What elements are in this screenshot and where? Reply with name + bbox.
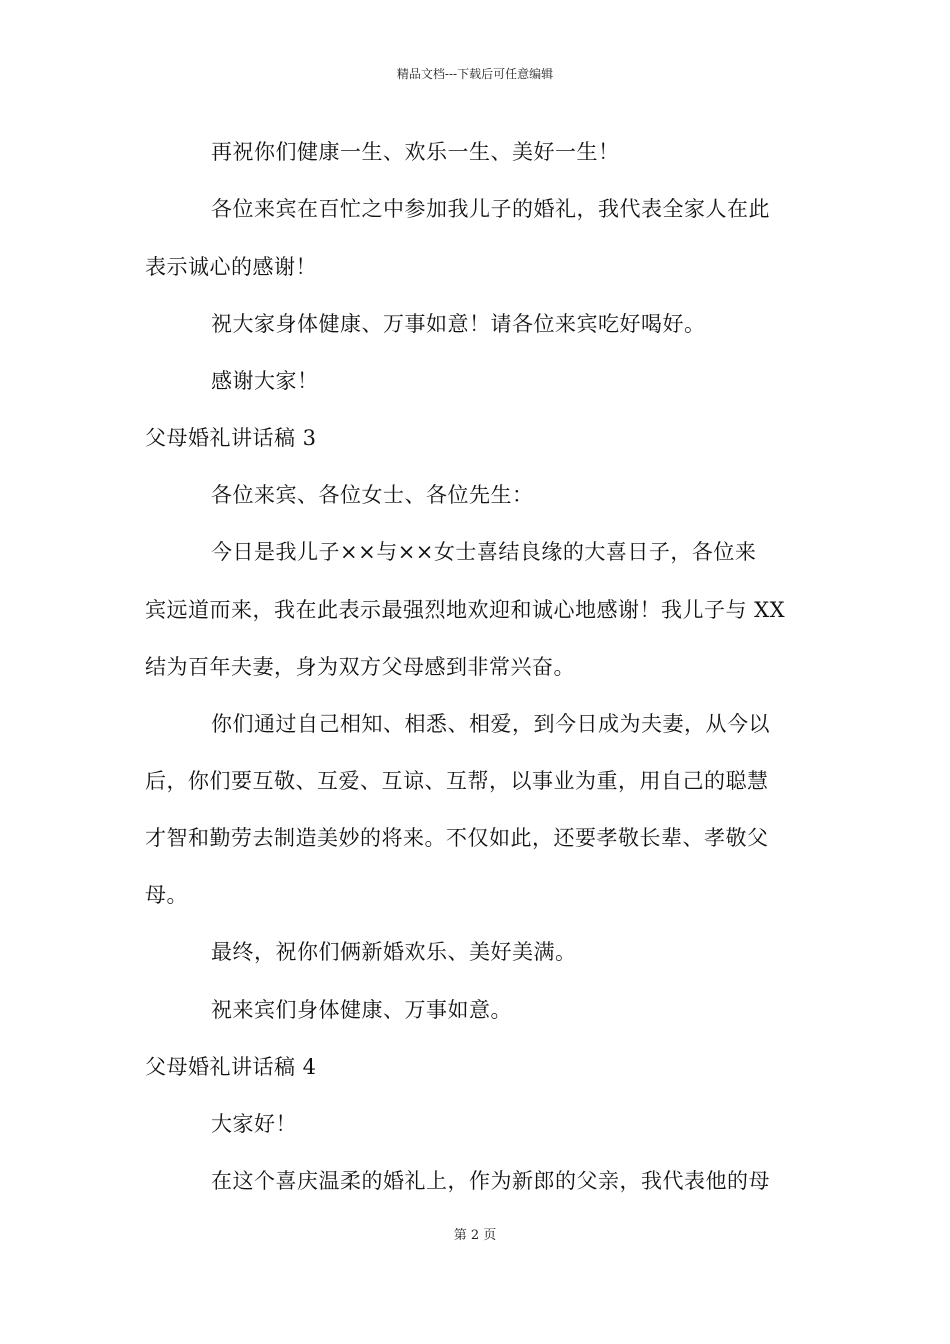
body-line: 各位来宾、各位女士、各位先生： [211,483,534,507]
section-heading: 父母婚礼讲话稿 4 [145,1055,317,1079]
body-line: 再祝你们健康一生、欢乐一生、美好一生！ [211,140,620,164]
page-footer: 第 2 页 [453,1228,497,1243]
body-line: 大家好！ [211,1112,297,1136]
body-line: 祝来宾们身体健康、万事如意。 [211,998,512,1022]
body-line: 感谢大家！ [211,369,319,393]
body-line: 结为百年夫妻，身为双方父母感到非常兴奋。 [145,655,575,679]
body-line: 今日是我儿子××与××女士喜结良缘的大喜日子，各位来 [211,540,757,564]
body-line: 最终，祝你们俩新婚欢乐、美好美满。 [211,940,577,964]
body-line: 母。 [145,883,188,907]
body-line: 表示诚心的感谢！ [145,255,317,279]
body-line: 才智和勤劳去制造美妙的将来。不仅如此，还要孝敬长辈、孝敬父 [145,826,769,850]
page-header: 精品文档---下载后可任意编辑 [396,67,554,81]
body-line: 后，你们要互敬、互爱、互谅、互帮，以事业为重，用自己的聪慧 [145,769,769,793]
body-line: 你们通过自己相知、相悉、相爱，到今日成为夫妻，从今以 [211,712,770,736]
section-heading: 父母婚礼讲话稿 3 [145,426,317,450]
body-line: 在这个喜庆温柔的婚礼上，作为新郎的父亲，我代表他的母 [211,1169,770,1193]
body-line: 祝大家身体健康、万事如意！请各位来宾吃好喝好。 [211,312,706,336]
body-line: 宾远道而来，我在此表示最强烈地欢迎和诚心地感谢！我儿子与 XX [145,598,786,622]
body-line: 各位来宾在百忙之中参加我儿子的婚礼，我代表全家人在此 [211,197,770,221]
